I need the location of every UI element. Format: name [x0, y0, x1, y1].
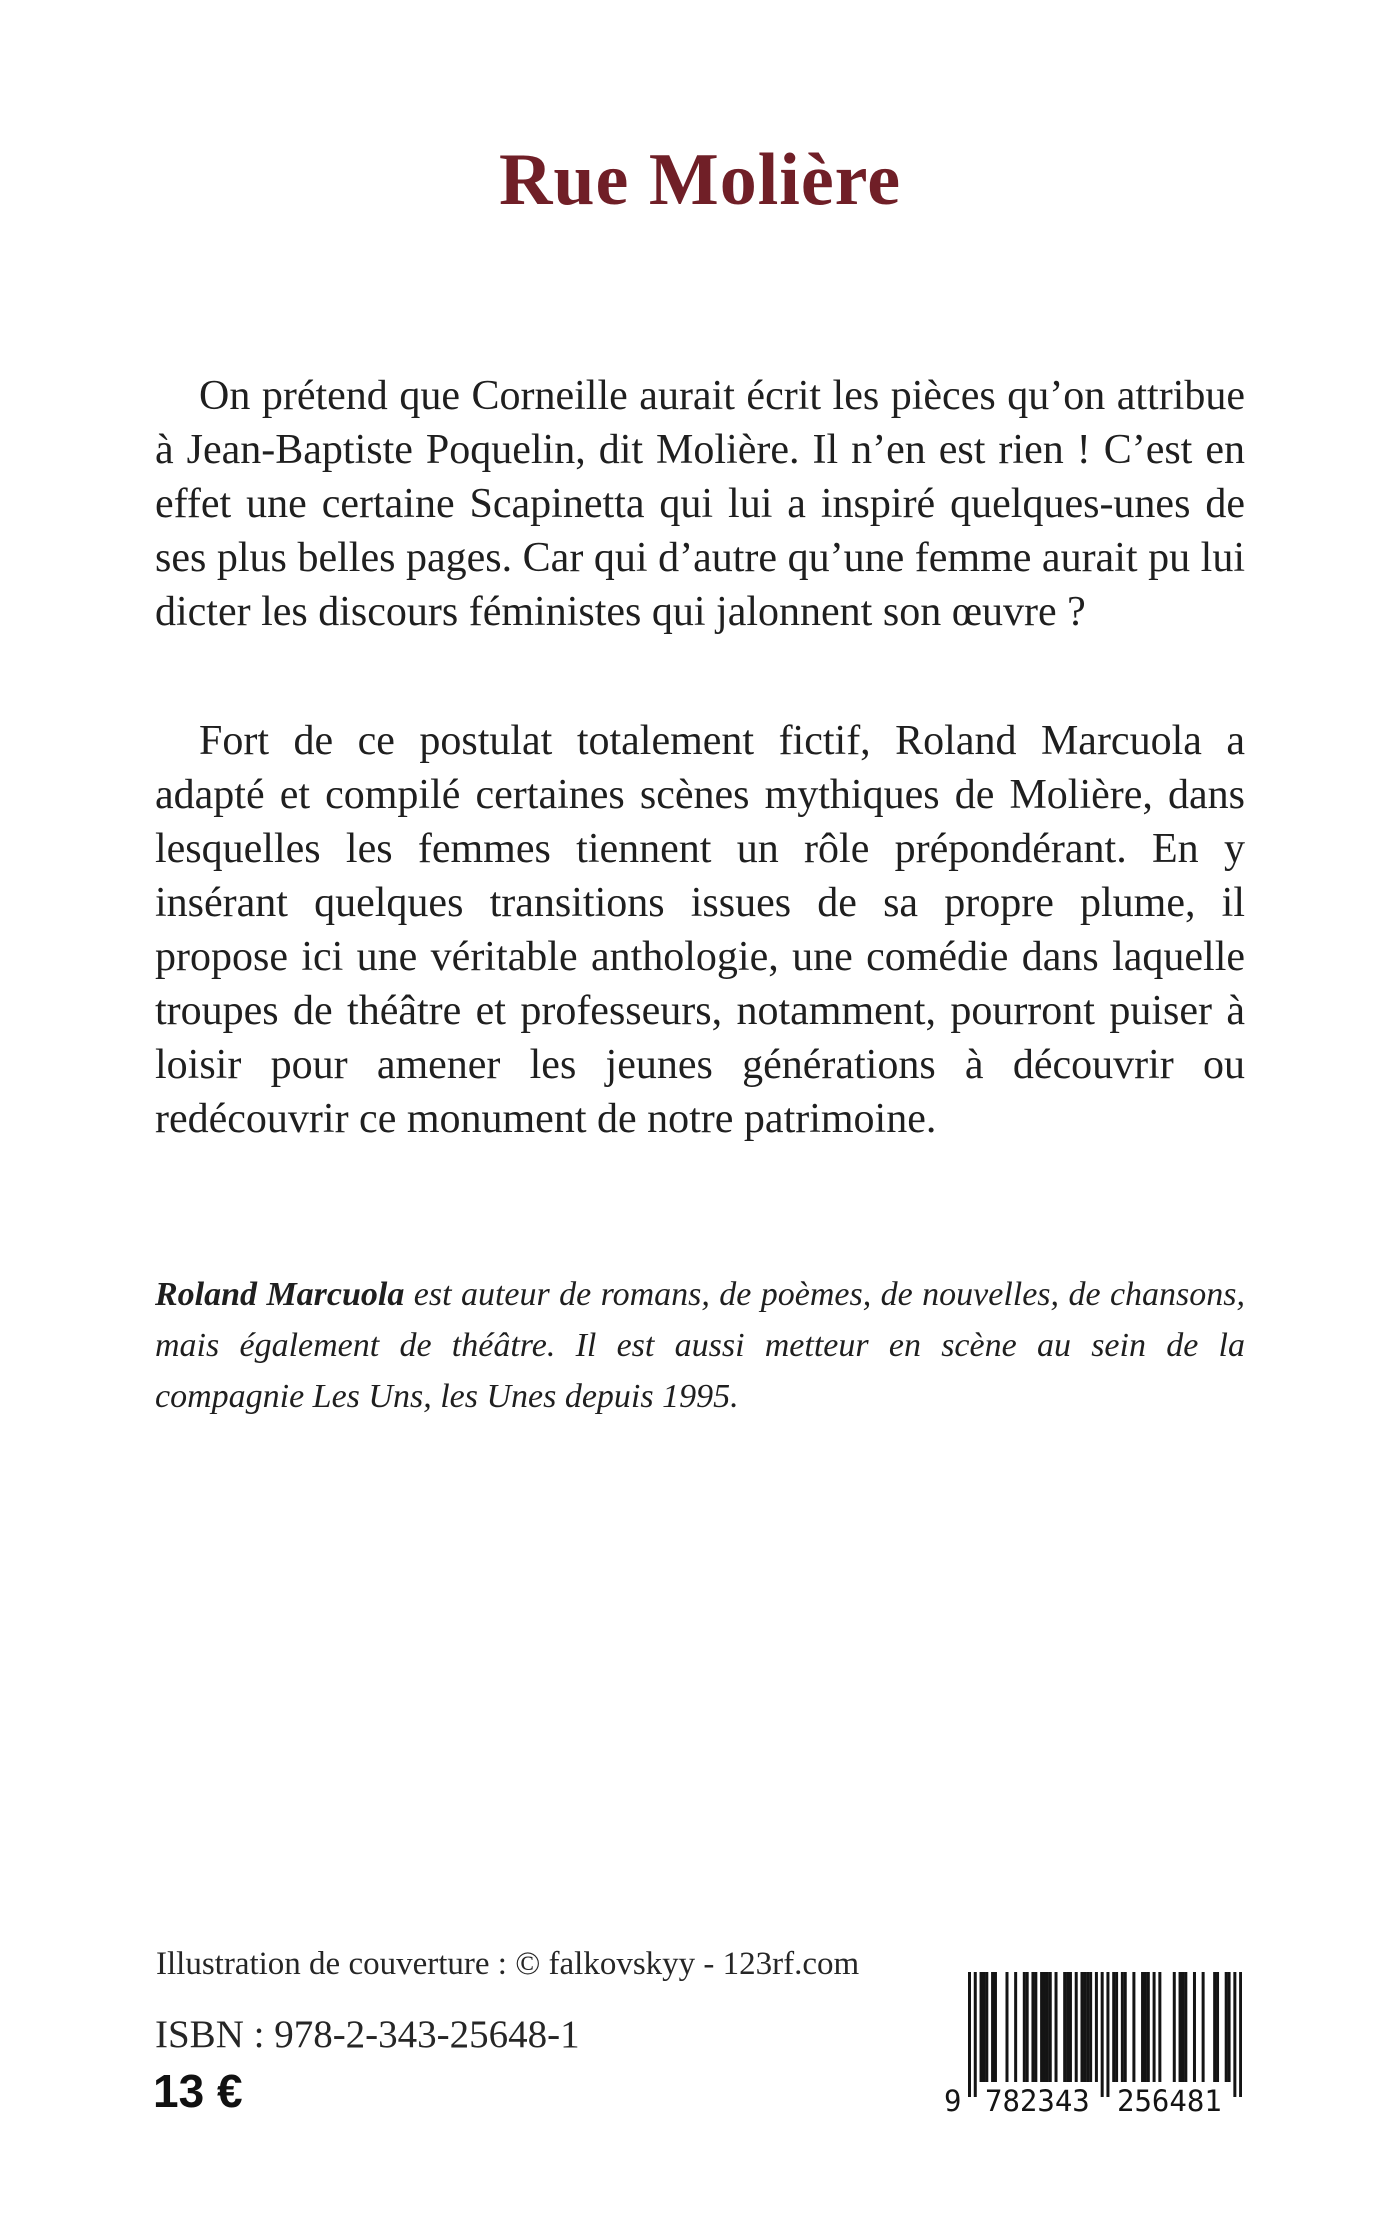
author-bio-text: est auteur de romans, de poèmes, de nouvelles, de chansons, mais également de théâtre. Il est aussi metteur en scène au sein de la compagnie Les Uns, les Unes depuis 1995.	[155, 1276, 1245, 1415]
synopsis-paragraph-1: On prétend que Corneille aurait écrit les pièces qu’on attribue à Jean-Baptiste Poquelin, dit Molière. Il n’en est rien ! C’est en effet une certaine Scapinetta qui lui a inspiré quelques-unes de ses plus belles pages. Car qui d’autre qu’une femme aurait pu lui dicter les discours féministes qui jalonnent son œuvre ?	[155, 373, 1245, 635]
author-bio	[155, 1269, 1245, 1422]
ean13-barcode	[944, 1972, 1242, 2118]
barcode-digit-group-right: 256481	[1117, 2084, 1222, 2118]
price-label: 13 €	[153, 2065, 243, 2117]
author-name: Roland Marcuola	[155, 1276, 405, 1313]
synopsis-paragraph-2: Fort de ce postulat totalement fictif, Roland Marcuola a adapté et compilé certaines scènes mythiques de Molière, dans lesquelles les femmes tiennent un rôle prépondérant. En y insérant quelques transitions issues de sa propre plume, il propose ici une véritable anthologie, une comédie dans laquelle troupes de théâtre et professeurs, notamment, pourront puiser à loisir pour amener les jeunes générations à découvrir ou redécouvrir ce monument de notre patrimoine.	[155, 718, 1245, 1142]
barcode-digit-group-left: 782343	[985, 2084, 1090, 2118]
barcode-bars	[968, 1972, 1242, 2097]
cover-illustration-credit: Illustration de couverture : © falkovskyy - 123rf.com	[156, 1946, 860, 1982]
isbn-line: ISBN : 978-2-343-25648-1	[155, 2013, 580, 2056]
barcode-digits	[942, 2084, 1252, 2118]
book-title: Rue Molière	[498, 139, 902, 221]
barcode-digit-prefix: 9	[944, 2084, 962, 2118]
